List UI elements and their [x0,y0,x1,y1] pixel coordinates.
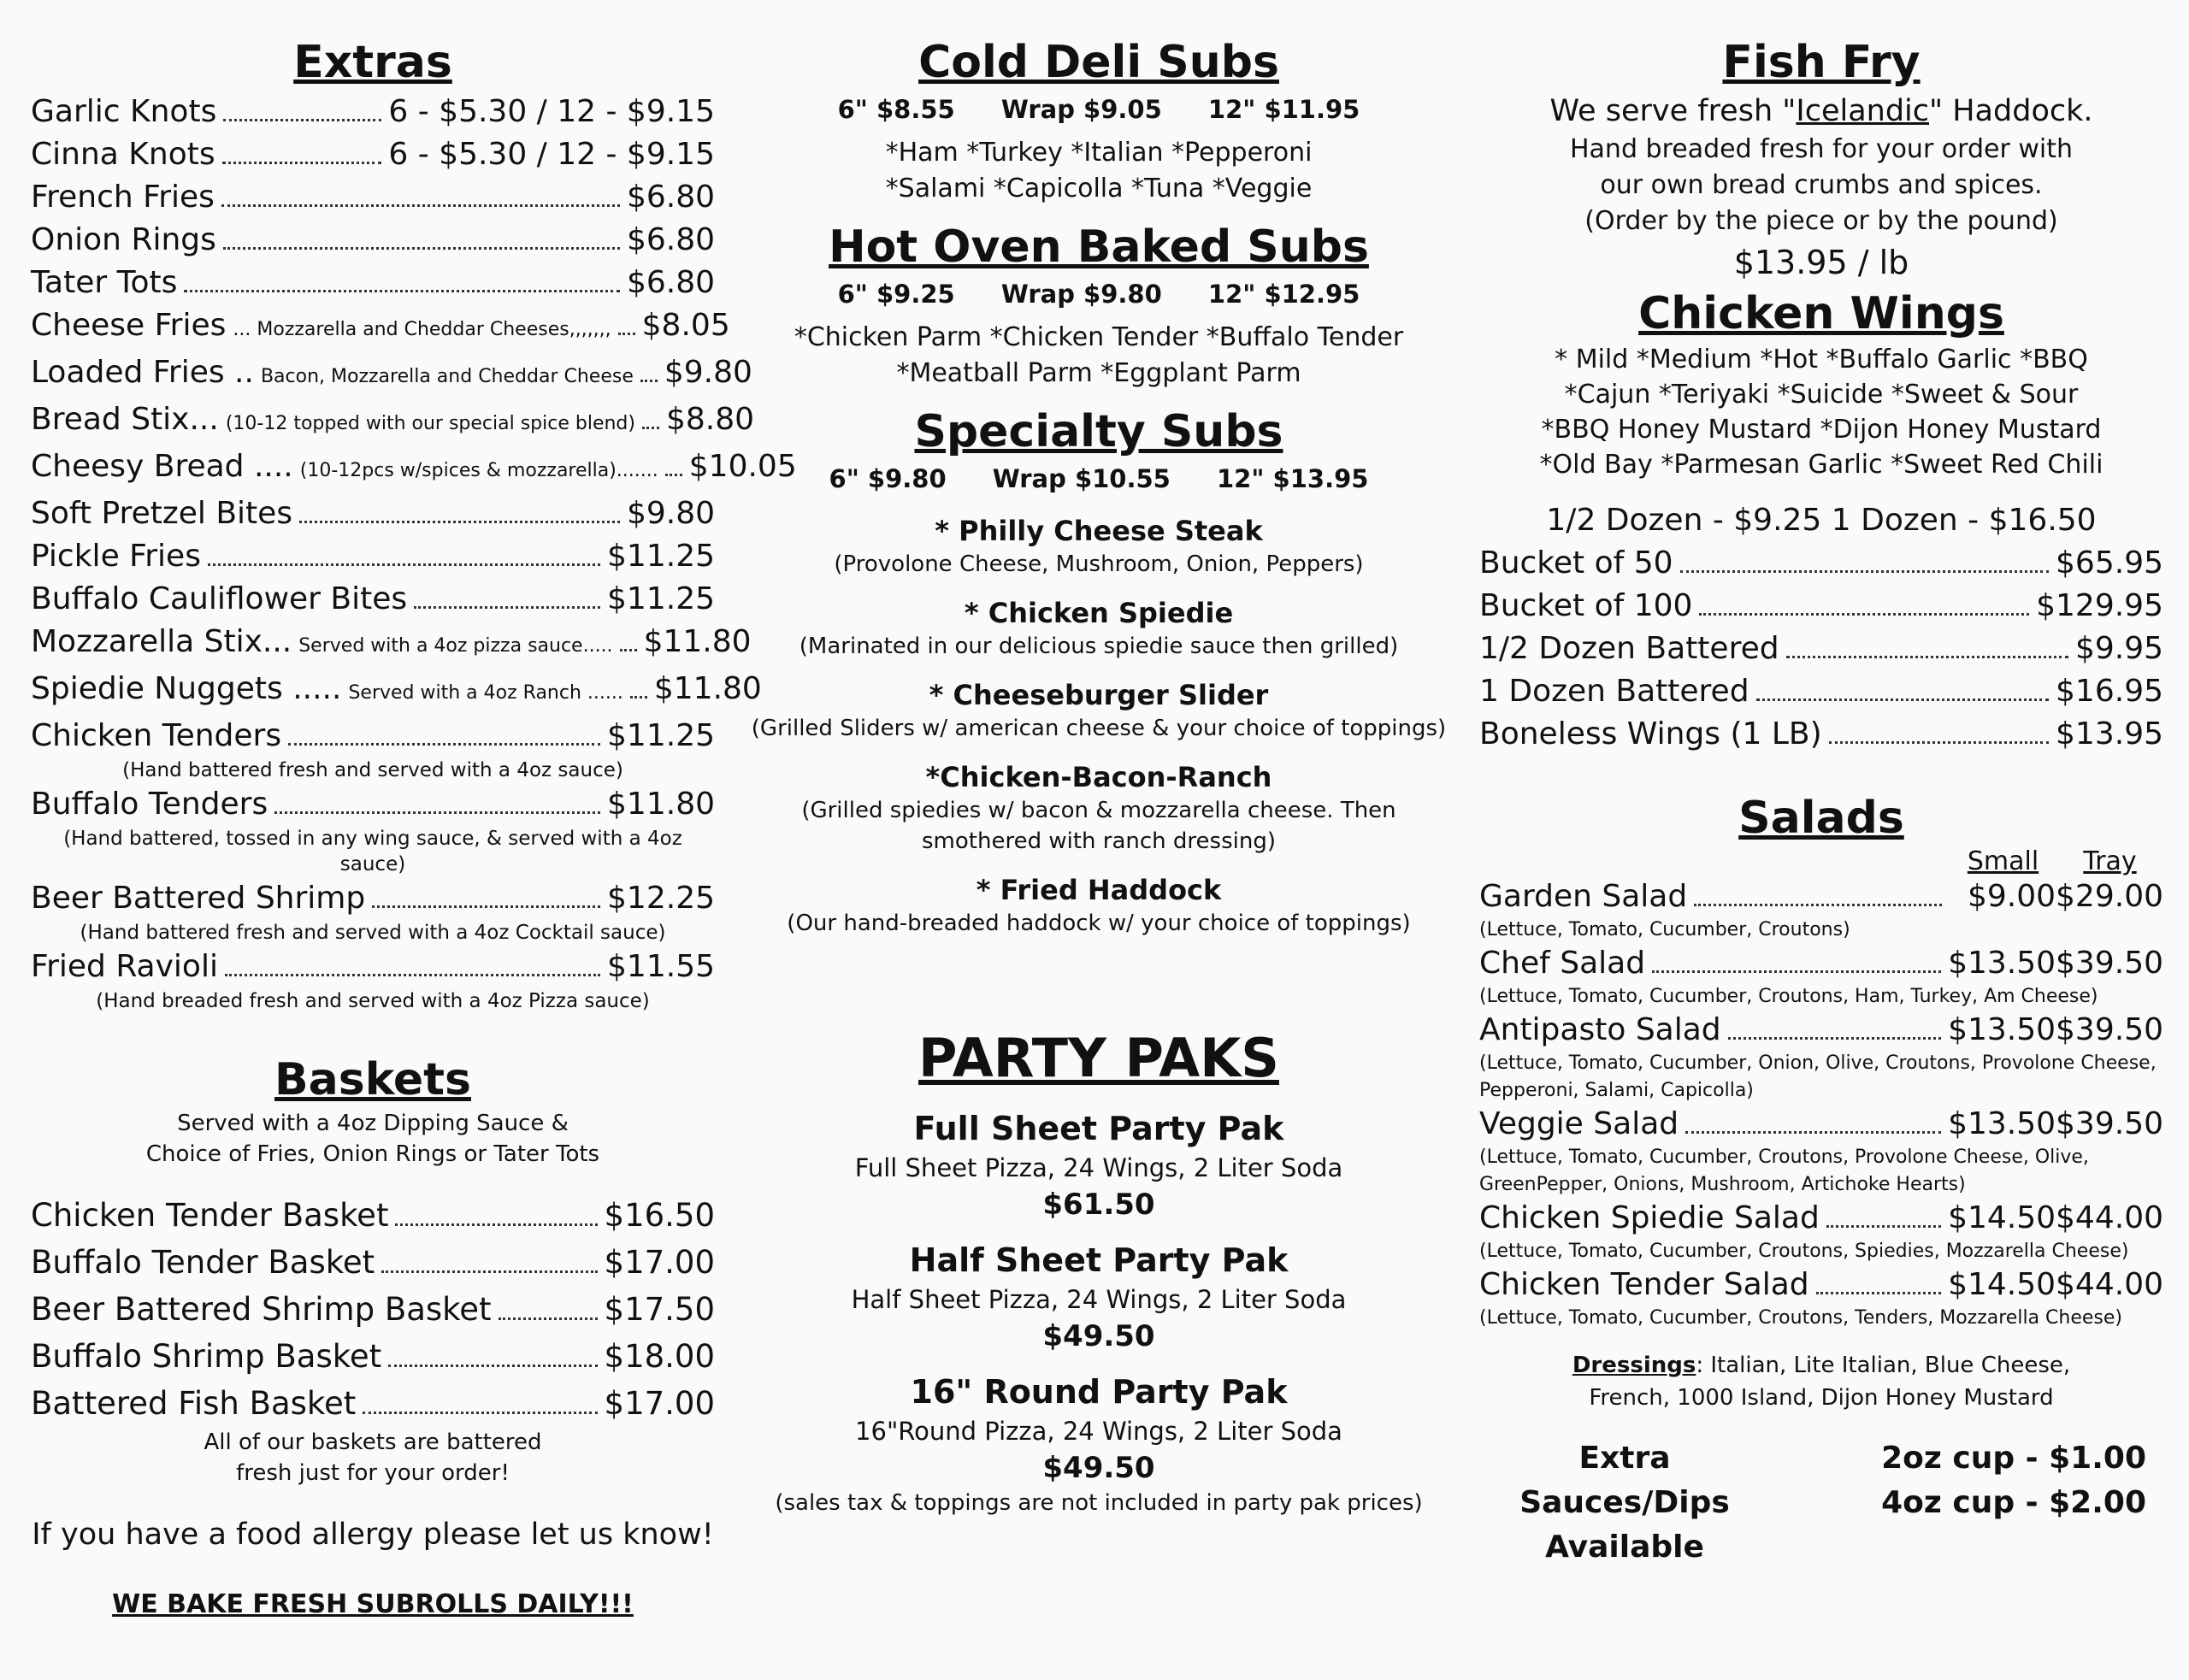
salad-description: (Lettuce, Tomato, Cucumber, Croutons) [1479,919,1850,940]
item-note: ... Mozzarella and Cheddar Cheeses,,,,,,, [233,319,611,340]
item-name: Garlic Knots [31,94,217,129]
item-note: Served with a 4oz pizza sauce..... [298,635,613,657]
wings-flavors-2: *Cajun *Teriyaki *Suicide *Sweet & Sour [1564,380,2079,410]
specialty-list [748,513,1449,939]
item-price: $6.80 [626,222,715,257]
dot-leader [395,1223,597,1226]
item-name: Mozzarella Stix... [31,624,292,659]
salad-name: Chef Salad [1479,946,1646,981]
menu-item [31,91,715,133]
baskets-intro-2: Choice of Fries, Onion Rings or Tater Tots [145,1141,600,1167]
dot-leader [1685,1131,1941,1134]
dot-leader [1786,656,2068,658]
hot-subs-title: Hot Oven Baked Subs [829,221,1369,273]
item-name: Spiedie Nuggets ..... [31,671,342,706]
salad-name: Chicken Tender Salad [1479,1267,1809,1302]
item-price: $11.25 [607,581,715,616]
salad-small-price: $9.00 [1967,879,2056,914]
item-name: Buffalo Tender Basket [31,1244,375,1281]
specialty-subs-title: Specialty Subs [914,406,1283,457]
item-price: $129.95 [2036,588,2163,623]
dips-label-1: Extra Sauces/Dips [1519,1441,1730,1520]
dot-leader [1728,1037,1941,1040]
size-6: 6" $9.80 [829,464,947,493]
party-pak-price: $49.50 [1042,1319,1155,1353]
party-paks-list [748,1106,1449,1488]
menu-item [31,176,715,219]
dot-leader [1756,699,2049,701]
bake-notice: WE BAKE FRESH SUBROLLS DAILY!!! [112,1589,634,1619]
dips-prices [1770,1436,2163,1570]
item-price: $16.50 [604,1197,715,1234]
hot-subs-line-1: *Chicken Parm *Chicken Tender *Buffalo Tender [794,322,1404,352]
item-price: $11.25 [607,718,715,753]
item-note: Served with a 4oz Ranch ...... [348,682,623,704]
salad-description: (Lettuce, Tomato, Cucumber, Croutons, Provolone Cheese, Olive, GreenPepper, Onions, Mushroom, Artichoke Hearts) [1479,1147,2089,1195]
dips-price-1: 2oz cup - $1.00 [1881,1441,2146,1476]
dips-label [1479,1436,1770,1570]
salad-name: Veggie Salad [1479,1106,1679,1141]
extras-title: Extras [293,37,452,88]
cold-subs-line-2: *Salami *Capicolla *Tuna *Veggie [885,174,1313,203]
dot-leader [640,380,658,382]
party-pak-name: Half Sheet Party Pak [909,1241,1289,1279]
dot-leader [299,521,620,523]
item-name: 1 Dozen Battered [1479,674,1749,709]
fish-fry-line-2: Hand breaded fresh for your order with [1569,134,2073,164]
size-wrap: Wrap $10.55 [992,464,1171,493]
specialty-item-description: (Provolone Cheese, Mushroom, Onion, Peppers) [834,551,1364,577]
item-price: $8.80 [665,402,755,437]
wings-dozen-prices: 1/2 Dozen - $9.25 1 Dozen - $16.50 [1546,503,2097,538]
salad-item [1479,1199,2163,1238]
item-note: (10-12 topped with our special spice blend) [225,413,635,434]
menu-item [1479,542,2163,585]
item-name: Cinna Knots [31,137,215,172]
item-name: Buffalo Shrimp Basket [31,1338,382,1375]
salad-tray-price: $29.00 [2056,879,2163,914]
salads-col-tray: Tray [2083,846,2137,876]
menu-item [1479,628,2163,670]
menu-item [31,1192,715,1239]
item-name: Cheesy Bread .... [31,449,293,484]
dot-leader [223,247,620,250]
item-description: (Hand battered fresh and served with a 4oz sauce) [122,759,623,781]
salad-small-price: $14.50 [1948,1267,2056,1302]
item-name: Chicken Tenders [31,718,282,753]
menu-item [31,219,715,262]
dot-leader [1829,741,2049,744]
item-price: $6.80 [626,265,715,300]
salad-description: (Lettuce, Tomato, Cucumber, Croutons, Tenders, Mozzarella Cheese) [1479,1307,2122,1329]
salad-small-price: $13.50 [1948,1012,2056,1047]
menu-item [31,351,752,398]
item-name: Bread Stix... [31,402,219,437]
item-price: $9.80 [626,496,715,531]
specialty-item-name: * Chicken Spiedie [964,597,1234,629]
fish-fry-line-4: (Order by the piece or by the pound) [1584,206,2058,236]
party-pak-price: $49.50 [1042,1451,1155,1485]
salad-name: Chicken Spiedie Salad [1479,1200,1820,1235]
party-paks-title: PARTY PAKS [918,1027,1279,1089]
wings-title: Chicken Wings [1638,288,2004,339]
dressings-line-2: French, 1000 Island, Dijon Honey Mustard [1589,1385,2054,1411]
item-name: Tater Tots [31,265,178,300]
item-name: Bucket of 100 [1479,588,1693,623]
salad-small-price: $13.50 [1948,1106,2056,1141]
middle-column [748,34,1449,1518]
item-price: $11.80 [653,671,762,706]
dips-price-2: 4oz cup - $2.00 [1881,1485,2146,1520]
wings-flavors-3: *BBQ Honey Mustard *Dijon Honey Mustard [1541,415,2102,445]
menu-item [31,946,715,988]
salad-item [1479,944,2163,983]
menu-item [1479,585,2163,628]
dot-leader [223,119,381,121]
item-price: $11.80 [643,624,752,659]
hot-subs-varieties [748,320,1449,392]
extra-dips [1479,1436,2163,1570]
salad-tray-price: $44.00 [2056,1267,2163,1302]
dot-leader [208,563,600,566]
item-price: $11.25 [607,539,715,574]
item-name: Pickle Fries [31,539,201,574]
item-price: $12.25 [607,881,715,916]
salad-small-price: $14.50 [1948,1200,2056,1235]
salad-tray-price: $39.50 [2056,1106,2163,1141]
item-price: $16.95 [2056,674,2163,709]
dot-leader [363,1412,597,1414]
item-name: Beer Battered Shrimp Basket [31,1291,492,1328]
salad-tray-price: $44.00 [2056,1200,2163,1235]
item-description: (Hand battered fresh and served with a 4oz Cocktail sauce) [80,922,666,944]
menu-item [31,1333,715,1380]
fish-fry-line-1-post: " Haddock. [1929,94,2093,128]
dressings [1479,1349,2163,1414]
item-name: Battered Fish Basket [31,1385,357,1422]
specialty-item-description: (Marinated in our delicious spiedie sauce then grilled) [799,634,1399,659]
dot-leader [1826,1225,1941,1228]
menu-item [31,398,755,445]
dressings-list-1: : Italian, Lite Italian, Blue Cheese, [1696,1353,2071,1378]
menu-item [31,621,752,668]
dressings-line-1 [1479,1349,2163,1382]
menu-item [31,1239,715,1286]
dips-label-2: Available [1545,1530,1704,1565]
dot-leader [499,1317,598,1320]
size-12: 12" $11.95 [1207,95,1360,124]
salad-item [1479,1265,2163,1305]
dot-leader [381,1270,597,1273]
item-name: Buffalo Cauliflower Bites [31,581,408,616]
item-price: $17.50 [604,1291,715,1328]
salads-header [1479,846,2163,877]
menu-item [31,783,715,826]
item-name: 1/2 Dozen Battered [1479,631,1779,666]
item-price: $9.95 [2074,631,2163,666]
fish-fry-price: $13.95 / lb [1733,244,1909,281]
dot-leader [372,905,600,908]
specialty-item-name: * Fried Haddock [976,874,1222,906]
dot-leader [1816,1292,1941,1294]
menu-item [31,304,730,351]
extras-list [31,91,797,1014]
menu-item [31,715,715,757]
salads-col-small: Small [1967,846,2039,876]
dot-leader [618,333,635,335]
salad-tray-price: $39.50 [2056,946,2163,981]
dot-leader [1694,904,1942,906]
menu-item [31,492,715,535]
fish-fry-line-1-em: Icelandic [1796,94,1930,128]
party-pak-description: Full Sheet Pizza, 24 Wings, 2 Liter Soda [854,1153,1343,1182]
item-description: (Hand battered, tossed in any wing sauce, & served with a 4oz sauce) [63,828,682,875]
size-6: 6" $9.25 [837,280,955,309]
fish-fry-line-1 [1479,91,2163,132]
menu-item [31,262,715,304]
cold-subs-title: Cold Deli Subs [918,37,1279,88]
hot-subs-sizes [748,275,1449,313]
salad-name: Antipasto Salad [1479,1012,1721,1047]
party-pak-description: Half Sheet Pizza, 24 Wings, 2 Liter Soda [851,1285,1347,1314]
item-name: Loaded Fries .. [31,355,254,390]
item-price: $6.80 [626,180,715,215]
dot-leader [620,649,637,651]
item-name: Fried Ravioli [31,949,218,984]
size-12: 12" $12.95 [1207,280,1360,309]
item-price: $10.05 [688,449,797,484]
salad-tray-price: $39.50 [2056,1012,2163,1047]
party-pak-name: Full Sheet Party Pak [913,1110,1284,1147]
menu-item [31,877,715,920]
dot-leader [288,743,600,746]
menu-item [31,133,715,176]
cold-subs-sizes [748,91,1449,128]
specialty-item-description: (Grilled spiedies w/ bacon & mozzarella cheese. Then smothered with ranch dressing) [801,798,1396,854]
item-note: (10-12pcs w/spices & mozzarella)....... [299,460,658,481]
item-name: Buffalo Tenders [31,787,268,822]
wings-flavors-4: *Old Bay *Parmesan Garlic *Sweet Red Chili [1539,450,2103,480]
menu-item [31,535,715,578]
specialty-item-description: (Grilled Sliders w/ american cheese & your choice of toppings) [751,716,1447,741]
dot-leader [1699,613,2029,616]
dressings-label: Dressings [1572,1353,1696,1378]
menu-item [31,445,797,492]
menu-item [31,1286,715,1333]
specialty-item-name: * Cheeseburger Slider [929,679,1269,711]
item-price: 6 - $5.30 / 12 - $9.15 [388,94,715,129]
dot-leader [1680,570,2050,573]
item-price: $17.00 [604,1244,715,1281]
left-column [31,34,797,1619]
item-name: Beer Battered Shrimp [31,881,366,916]
dot-leader [388,1365,597,1367]
item-price: $65.95 [2056,545,2163,581]
dot-leader [414,606,600,609]
item-price: $8.05 [641,308,730,343]
dot-leader [665,474,682,476]
item-price: $9.80 [664,355,752,390]
baskets-intro-1: Served with a 4oz Dipping Sauce & [177,1111,569,1136]
salad-name: Garden Salad [1479,879,1688,914]
item-name: Cheese Fries [31,308,227,343]
dot-leader [274,811,600,814]
item-price: $18.00 [604,1338,715,1375]
dot-leader [642,427,659,429]
size-wrap: Wrap $9.80 [1000,280,1162,309]
item-name: Bucket of 50 [1479,545,1673,581]
salad-description: (Lettuce, Tomato, Cucumber, Onion, Olive, Croutons, Provolone Cheese, Pepperoni, Salami, Capicolla) [1479,1052,2157,1101]
item-price: $17.00 [604,1385,715,1422]
salad-item [1479,1011,2163,1050]
item-name: Soft Pretzel Bites [31,496,293,531]
item-name: Boneless Wings (1 LB) [1479,716,1822,752]
right-column [1479,34,2163,1570]
menu-item [31,668,762,715]
size-6: 6" $8.55 [837,95,955,124]
fish-fry-line-1-pre: We serve fresh " [1549,94,1797,128]
salad-description: (Lettuce, Tomato, Cucumber, Croutons, Spiedies, Mozzarella Cheese) [1479,1241,2129,1262]
wings-list [1479,542,2163,756]
menu-item [31,578,715,621]
wings-flavors [1479,342,2163,482]
specialty-item-name: * Philly Cheese Steak [935,515,1263,547]
party-pak-description: 16"Round Pizza, 24 Wings, 2 Liter Soda [855,1417,1342,1446]
dot-leader [630,696,647,699]
dot-leader [225,974,600,976]
salad-item [1479,1105,2163,1144]
specialty-subs-sizes [748,460,1449,498]
specialty-item-name: *Chicken-Bacon-Ranch [925,761,1272,793]
cold-subs-line-1: *Ham *Turkey *Italian *Pepperoni [885,138,1313,168]
salad-small-price: $13.50 [1948,946,2056,981]
baskets-list [31,1192,715,1427]
wings-flavors-1: * Mild *Medium *Hot *Buffalo Garlic *BBQ [1555,345,2088,374]
party-pak-price: $61.50 [1042,1188,1155,1222]
size-wrap: Wrap $9.05 [1000,95,1162,124]
item-name: French Fries [31,180,215,215]
fish-fry-title: Fish Fry [1722,37,1921,88]
allergy-notice: If you have a food allergy please let us know! [32,1518,714,1552]
fish-fry-line-3: our own bread crumbs and spices. [1600,170,2043,200]
menu-item [1479,713,2163,756]
item-name: Chicken Tender Basket [31,1197,389,1234]
dot-leader [221,204,620,207]
size-12: 12" $13.95 [1216,464,1369,493]
salad-description: (Lettuce, Tomato, Cucumber, Croutons, Ham, Turkey, Am Cheese) [1479,986,2098,1007]
hot-subs-line-2: *Meatball Parm *Eggplant Parm [896,358,1301,388]
item-price: $13.95 [2056,716,2163,752]
item-description: (Hand breaded fresh and served with a 4oz Pizza sauce) [96,990,650,1012]
item-note: Bacon, Mozzarella and Cheddar Cheese [260,366,634,387]
salads-title: Salads [1738,793,1904,844]
menu-item [1479,670,2163,713]
item-price: $11.80 [607,787,715,822]
dot-leader [1652,970,1941,973]
baskets-footer-2: fresh just for your order! [236,1460,510,1486]
menu-item [31,1380,715,1427]
item-price: 6 - $5.30 / 12 - $9.15 [388,137,715,172]
baskets-footer-1: All of our baskets are battered [204,1429,542,1455]
party-paks-note: (sales tax & toppings are not included in party pak prices) [775,1490,1423,1516]
dot-leader [184,290,620,292]
specialty-item-description: (Our hand-breaded haddock w/ your choice of toppings) [787,911,1411,936]
salad-item [1479,877,2163,917]
party-pak-name: 16" Round Party Pak [910,1373,1288,1411]
baskets-title: Baskets [274,1054,471,1105]
dot-leader [222,162,382,164]
cold-subs-varieties [748,135,1449,207]
salads-list [1479,877,2163,1332]
item-name: Onion Rings [31,222,216,257]
item-price: $11.55 [607,949,715,984]
